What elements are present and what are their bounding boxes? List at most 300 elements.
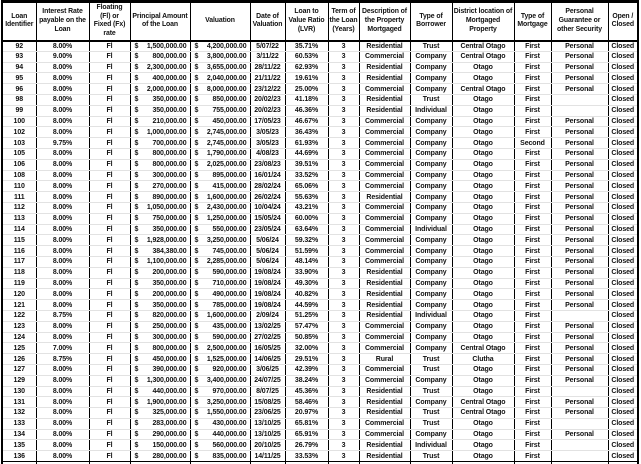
cell-mortgage_type: First (514, 300, 551, 311)
cell-valuation (190, 170, 250, 181)
cell-lvr: 51.25% (285, 310, 328, 321)
cell-description: Residential (359, 289, 410, 300)
cell-lvr: 61.93% (285, 138, 328, 149)
cell-id: 92 (2, 41, 36, 52)
cell-description: Commercial (359, 332, 410, 343)
loan-row (2, 343, 638, 354)
cell-description: Residential (359, 440, 410, 451)
cell-valuation (190, 364, 250, 375)
cell-mortgage_type: First (514, 73, 551, 84)
cell-lvr: 63.64% (285, 224, 328, 235)
amount-value: 2,025,000.00 (206, 161, 247, 169)
cell-district: Otago (452, 62, 514, 73)
loan-row (2, 62, 638, 73)
currency-symbol: $ (194, 290, 199, 298)
cell-guarantee: Personal (551, 138, 608, 149)
cell-principal (130, 364, 190, 375)
loan-row (2, 213, 638, 224)
amount-value: 3,400,000.00 (206, 377, 247, 385)
cell-borrower: Individual (410, 440, 452, 451)
cell-mortgage_type: First (514, 256, 551, 267)
cell-guarantee (551, 451, 608, 462)
cell-date: 16/05/25 (250, 343, 285, 354)
cell-valuation (190, 440, 250, 451)
currency-symbol: $ (134, 441, 139, 449)
cell-date: 27/02/25 (250, 332, 285, 343)
amount-value: 325,000.00 (152, 409, 187, 417)
cell-principal (130, 235, 190, 246)
currency-symbol: $ (194, 452, 199, 460)
cell-status: Closed (608, 105, 638, 116)
cell-term: 3 (328, 192, 359, 203)
cell-principal (130, 321, 190, 332)
cell-principal (130, 62, 190, 73)
cell-term: 3 (328, 321, 359, 332)
cell-valuation (190, 386, 250, 397)
cell-date: 21/11/22 (250, 73, 285, 84)
cell-id: 133 (2, 418, 36, 429)
cell-borrower: Company (410, 170, 452, 181)
cell-principal (130, 116, 190, 127)
cell-valuation (190, 235, 250, 246)
cell-term: 3 (328, 429, 359, 440)
cell-principal (130, 246, 190, 257)
loan-row (2, 181, 638, 192)
cell-borrower: Company (410, 321, 452, 332)
currency-symbol: $ (194, 161, 199, 169)
cell-status: Closed (608, 116, 638, 127)
cell-date: 5/06/24 (250, 256, 285, 267)
cell-term: 3 (328, 310, 359, 321)
loan-row (2, 397, 638, 408)
amount-value: 800,000.00 (152, 150, 187, 158)
cell-rate: 8.00% (36, 429, 89, 440)
cell-status: Closed (608, 440, 638, 451)
amount-value: 1,600,000.00 (206, 312, 247, 320)
cell-valuation (190, 278, 250, 289)
cell-id: 117 (2, 256, 36, 267)
loan-row (2, 278, 638, 289)
cell-principal (130, 170, 190, 181)
cell-district: Central Otago (452, 397, 514, 408)
cell-valuation (190, 256, 250, 267)
cell-date: 3/06/25 (250, 364, 285, 375)
cell-float_fixed: Fl (89, 213, 130, 224)
cell-lvr: 55.63% (285, 192, 328, 203)
cell-status: Closed (608, 429, 638, 440)
cell-district: Otago (452, 94, 514, 105)
cell-mortgage_type: First (514, 278, 551, 289)
cell-status: Closed (608, 321, 638, 332)
cell-id: 115 (2, 235, 36, 246)
column-header-lvr: Loan to Value Ratio (LVR) (285, 2, 328, 41)
cell-id: 100 (2, 116, 36, 127)
cell-borrower: Trust (410, 364, 452, 375)
cell-term: 3 (328, 354, 359, 365)
amount-value: 2,745,000.00 (206, 139, 247, 147)
cell-borrower: Company (410, 289, 452, 300)
amount-value: 785,000.00 (212, 301, 247, 309)
loan-row (2, 289, 638, 300)
cell-borrower: Company (410, 235, 452, 246)
cell-date: 20/02/23 (250, 105, 285, 116)
cell-lvr: 65.06% (285, 181, 328, 192)
cell-status: Closed (608, 84, 638, 95)
cell-district: Otago (452, 332, 514, 343)
cell-lvr: 19.61% (285, 73, 328, 84)
cell-mortgage_type: First (514, 343, 551, 354)
cell-principal (130, 256, 190, 267)
cell-date: 19/08/24 (250, 267, 285, 278)
cell-valuation (190, 94, 250, 105)
cell-rate: 8.00% (36, 170, 89, 181)
cell-principal (130, 278, 190, 289)
cell-description: Commercial (359, 246, 410, 257)
cell-district: Otago (452, 278, 514, 289)
cell-borrower: Company (410, 62, 452, 73)
cell-date: 20/10/25 (250, 440, 285, 451)
cell-date: 5/07/22 (250, 41, 285, 52)
cell-mortgage_type: First (514, 386, 551, 397)
cell-lvr: 42.39% (285, 364, 328, 375)
cell-rate: 8.75% (36, 310, 89, 321)
currency-symbol: $ (134, 290, 139, 298)
currency-symbol: $ (134, 85, 139, 93)
cell-description: Commercial (359, 127, 410, 138)
amount-value: 300,000.00 (152, 171, 187, 179)
cell-guarantee: Personal (551, 51, 608, 62)
cell-status: Closed (608, 289, 638, 300)
cell-rate: 8.00% (36, 192, 89, 203)
cell-mortgage_type: First (514, 202, 551, 213)
amount-value: 1,000,000.00 (146, 128, 187, 136)
loan-row (2, 429, 638, 440)
loan-row (2, 256, 638, 267)
cell-guarantee (551, 94, 608, 105)
currency-symbol: $ (194, 63, 199, 71)
cell-lvr: 44.69% (285, 148, 328, 159)
cell-district: Otago (452, 213, 514, 224)
cell-rate: 8.00% (36, 127, 89, 138)
cell-guarantee (551, 418, 608, 429)
cell-rate: 8.00% (36, 181, 89, 192)
cell-status: Closed (608, 202, 638, 213)
cell-mortgage_type: First (514, 170, 551, 181)
cell-float_fixed: Fl (89, 41, 130, 52)
currency-symbol: $ (194, 279, 199, 287)
cell-borrower: Trust (410, 94, 452, 105)
currency-symbol: $ (134, 128, 139, 136)
cell-guarantee: Personal (551, 170, 608, 181)
table-header-row (2, 2, 638, 41)
cell-term: 3 (328, 300, 359, 311)
cell-principal (130, 73, 190, 84)
cell-valuation (190, 127, 250, 138)
amount-value: 200,000.00 (152, 269, 187, 277)
cell-mortgage_type: First (514, 41, 551, 52)
loan-row (2, 310, 638, 321)
cell-valuation (190, 246, 250, 257)
cell-guarantee: Personal (551, 192, 608, 203)
cell-guarantee: Personal (551, 84, 608, 95)
cell-status: Closed (608, 278, 638, 289)
cell-date: 23/06/25 (250, 408, 285, 419)
cell-term: 3 (328, 451, 359, 462)
cell-lvr: 20.97% (285, 408, 328, 419)
cell-guarantee: Personal (551, 181, 608, 192)
loan-row (2, 364, 638, 375)
cell-borrower: Company (410, 213, 452, 224)
cell-float_fixed: Fl (89, 138, 130, 149)
cell-guarantee: Personal (551, 148, 608, 159)
cell-float_fixed: Fl (89, 300, 130, 311)
amount-value: 835,000.00 (212, 452, 247, 460)
cell-id: 102 (2, 127, 36, 138)
cell-rate: 8.00% (36, 321, 89, 332)
amount-value: 450,000.00 (152, 355, 187, 363)
cell-rate: 8.00% (36, 202, 89, 213)
cell-term: 3 (328, 213, 359, 224)
currency-symbol: $ (134, 452, 139, 460)
currency-symbol: $ (194, 344, 199, 352)
loan-row (2, 408, 638, 419)
cell-float_fixed: Fl (89, 321, 130, 332)
cell-rate: 8.75% (36, 354, 89, 365)
cell-status: Closed (608, 343, 638, 354)
cell-id: 121 (2, 300, 36, 311)
cell-float_fixed: Fl (89, 224, 130, 235)
cell-guarantee: Personal (551, 429, 608, 440)
cell-term: 3 (328, 159, 359, 170)
cell-description: Residential (359, 267, 410, 278)
cell-term: 3 (328, 289, 359, 300)
cell-description: Commercial (359, 235, 410, 246)
cell-mortgage_type: First (514, 246, 551, 257)
cell-mortgage_type: First (514, 397, 551, 408)
cell-date: 14/06/25 (250, 354, 285, 365)
cell-status: Closed (608, 170, 638, 181)
amount-value: 350,000.00 (152, 279, 187, 287)
cell-lvr: 33.53% (285, 451, 328, 462)
amount-value: 490,000.00 (212, 290, 247, 298)
cell-district: Central Otago (452, 51, 514, 62)
cell-rate: 8.00% (36, 41, 89, 52)
amount-value: 800,000.00 (152, 161, 187, 169)
cell-description: Commercial (359, 213, 410, 224)
loan-row (2, 105, 638, 116)
amount-value: 590,000.00 (212, 333, 247, 341)
cell-rate: 8.00% (36, 235, 89, 246)
cell-mortgage_type: First (514, 181, 551, 192)
cell-status: Closed (608, 386, 638, 397)
amount-value: 210,000.00 (152, 117, 187, 125)
currency-symbol: $ (134, 107, 139, 115)
cell-district: Otago (452, 148, 514, 159)
cell-mortgage_type: First (514, 408, 551, 419)
currency-symbol: $ (134, 215, 139, 223)
cell-principal (130, 127, 190, 138)
cell-borrower: Company (410, 51, 452, 62)
cell-float_fixed: Fl (89, 84, 130, 95)
cell-valuation (190, 418, 250, 429)
cell-borrower: Company (410, 278, 452, 289)
currency-symbol: $ (194, 150, 199, 158)
cell-status: Closed (608, 246, 638, 257)
currency-symbol: $ (194, 42, 199, 50)
cell-district: Otago (452, 310, 514, 321)
column-header-date: Date of Valuation (250, 2, 285, 41)
amount-value: 250,000.00 (152, 323, 187, 331)
cell-term: 3 (328, 343, 359, 354)
cell-description: Commercial (359, 138, 410, 149)
cell-rate: 7.00% (36, 343, 89, 354)
cell-rate: 9.00% (36, 51, 89, 62)
cell-district: Otago (452, 267, 514, 278)
cell-mortgage_type: First (514, 127, 551, 138)
cell-float_fixed: Fl (89, 386, 130, 397)
loan-row (2, 138, 638, 149)
cell-status: Closed (608, 148, 638, 159)
cell-term: 3 (328, 105, 359, 116)
loan-row (2, 116, 638, 127)
cell-borrower: Company (410, 138, 452, 149)
cell-description: Residential (359, 451, 410, 462)
cell-principal (130, 408, 190, 419)
currency-symbol: $ (134, 258, 139, 266)
cell-mortgage_type: First (514, 192, 551, 203)
amount-value: 1,500,000.00 (146, 42, 187, 50)
cell-principal (130, 440, 190, 451)
cell-borrower: Trust (410, 41, 452, 52)
amount-value: 390,000.00 (152, 366, 187, 374)
cell-principal (130, 332, 190, 343)
currency-symbol: $ (134, 377, 139, 385)
column-header-valuation: Valuation (190, 2, 250, 41)
currency-symbol: $ (134, 171, 139, 179)
cell-term: 3 (328, 41, 359, 52)
currency-symbol: $ (134, 42, 139, 50)
cell-description: Residential (359, 310, 410, 321)
currency-symbol: $ (194, 301, 199, 309)
cell-id: 112 (2, 202, 36, 213)
currency-symbol: $ (134, 323, 139, 331)
currency-symbol: $ (134, 74, 139, 82)
cell-lvr: 57.47% (285, 321, 328, 332)
cell-principal (130, 375, 190, 386)
cell-district: Central Otago (452, 84, 514, 95)
loan-row (2, 332, 638, 343)
cell-valuation (190, 148, 250, 159)
amount-value: 430,000.00 (212, 420, 247, 428)
cell-guarantee (551, 440, 608, 451)
column-header-term: Term of the Loan (Years) (328, 2, 359, 41)
amount-value: 350,000.00 (152, 225, 187, 233)
currency-symbol: $ (194, 398, 199, 406)
cell-principal (130, 138, 190, 149)
cell-mortgage_type: First (514, 62, 551, 73)
cell-status: Closed (608, 41, 638, 52)
loan-row (2, 159, 638, 170)
cell-rate: 8.00% (36, 332, 89, 343)
column-header-id: Loan Identifier (2, 2, 36, 41)
cell-principal (130, 213, 190, 224)
amount-value: 8,000,000.00 (206, 85, 247, 93)
cell-lvr: 65.91% (285, 429, 328, 440)
column-header-float_fixed: Floating (Fl) or Fixed (Fx) rate (89, 2, 130, 41)
cell-description: Commercial (359, 170, 410, 181)
loan-row (2, 127, 638, 138)
cell-date: 13/02/25 (250, 321, 285, 332)
cell-status: Closed (608, 332, 638, 343)
amount-value: 435,000.00 (212, 323, 247, 331)
cell-guarantee: Personal (551, 127, 608, 138)
currency-symbol: $ (194, 247, 199, 255)
loan-schedule-table (1, 0, 639, 464)
currency-symbol: $ (194, 312, 199, 320)
cell-borrower: Trust (410, 451, 452, 462)
cell-principal (130, 202, 190, 213)
cell-guarantee (551, 105, 608, 116)
cell-valuation (190, 159, 250, 170)
cell-date: 3/05/23 (250, 127, 285, 138)
cell-date: 28/02/24 (250, 181, 285, 192)
cell-borrower: Company (410, 181, 452, 192)
cell-float_fixed: Fl (89, 332, 130, 343)
cell-principal (130, 451, 190, 462)
cell-district: Central Otago (452, 41, 514, 52)
currency-symbol: $ (194, 193, 199, 201)
cell-guarantee: Personal (551, 354, 608, 365)
currency-symbol: $ (194, 420, 199, 428)
column-header-description: Description of the Property Mortgaged (359, 2, 410, 41)
currency-symbol: $ (134, 312, 139, 320)
cell-mortgage_type: First (514, 235, 551, 246)
cell-lvr: 46.67% (285, 116, 328, 127)
cell-id: 116 (2, 246, 36, 257)
amount-value: 3,800,000.00 (206, 53, 247, 61)
cell-valuation (190, 73, 250, 84)
currency-symbol: $ (134, 150, 139, 158)
currency-symbol: $ (134, 279, 139, 287)
cell-id: 124 (2, 332, 36, 343)
cell-float_fixed: Fl (89, 105, 130, 116)
currency-symbol: $ (194, 139, 199, 147)
cell-borrower: Company (410, 127, 452, 138)
cell-rate: 8.00% (36, 375, 89, 386)
cell-date: 19/08/24 (250, 300, 285, 311)
cell-rate: 8.00% (36, 94, 89, 105)
amount-value: 200,000.00 (152, 290, 187, 298)
amount-value: 1,525,000.00 (206, 355, 247, 363)
cell-date: 23/08/23 (250, 159, 285, 170)
loan-row (2, 321, 638, 332)
cell-valuation (190, 321, 250, 332)
cell-date: 24/07/25 (250, 375, 285, 386)
cell-borrower: Company (410, 84, 452, 95)
amount-value: 2,500,000.00 (206, 344, 247, 352)
currency-symbol: $ (194, 225, 199, 233)
cell-lvr: 51.59% (285, 246, 328, 257)
amount-value: 800,000.00 (152, 53, 187, 61)
cell-valuation (190, 310, 250, 321)
currency-symbol: $ (134, 117, 139, 125)
cell-guarantee: Personal (551, 332, 608, 343)
currency-symbol: $ (134, 63, 139, 71)
cell-float_fixed: Fl (89, 267, 130, 278)
loan-row (2, 451, 638, 462)
cell-id: 106 (2, 159, 36, 170)
cell-term: 3 (328, 397, 359, 408)
